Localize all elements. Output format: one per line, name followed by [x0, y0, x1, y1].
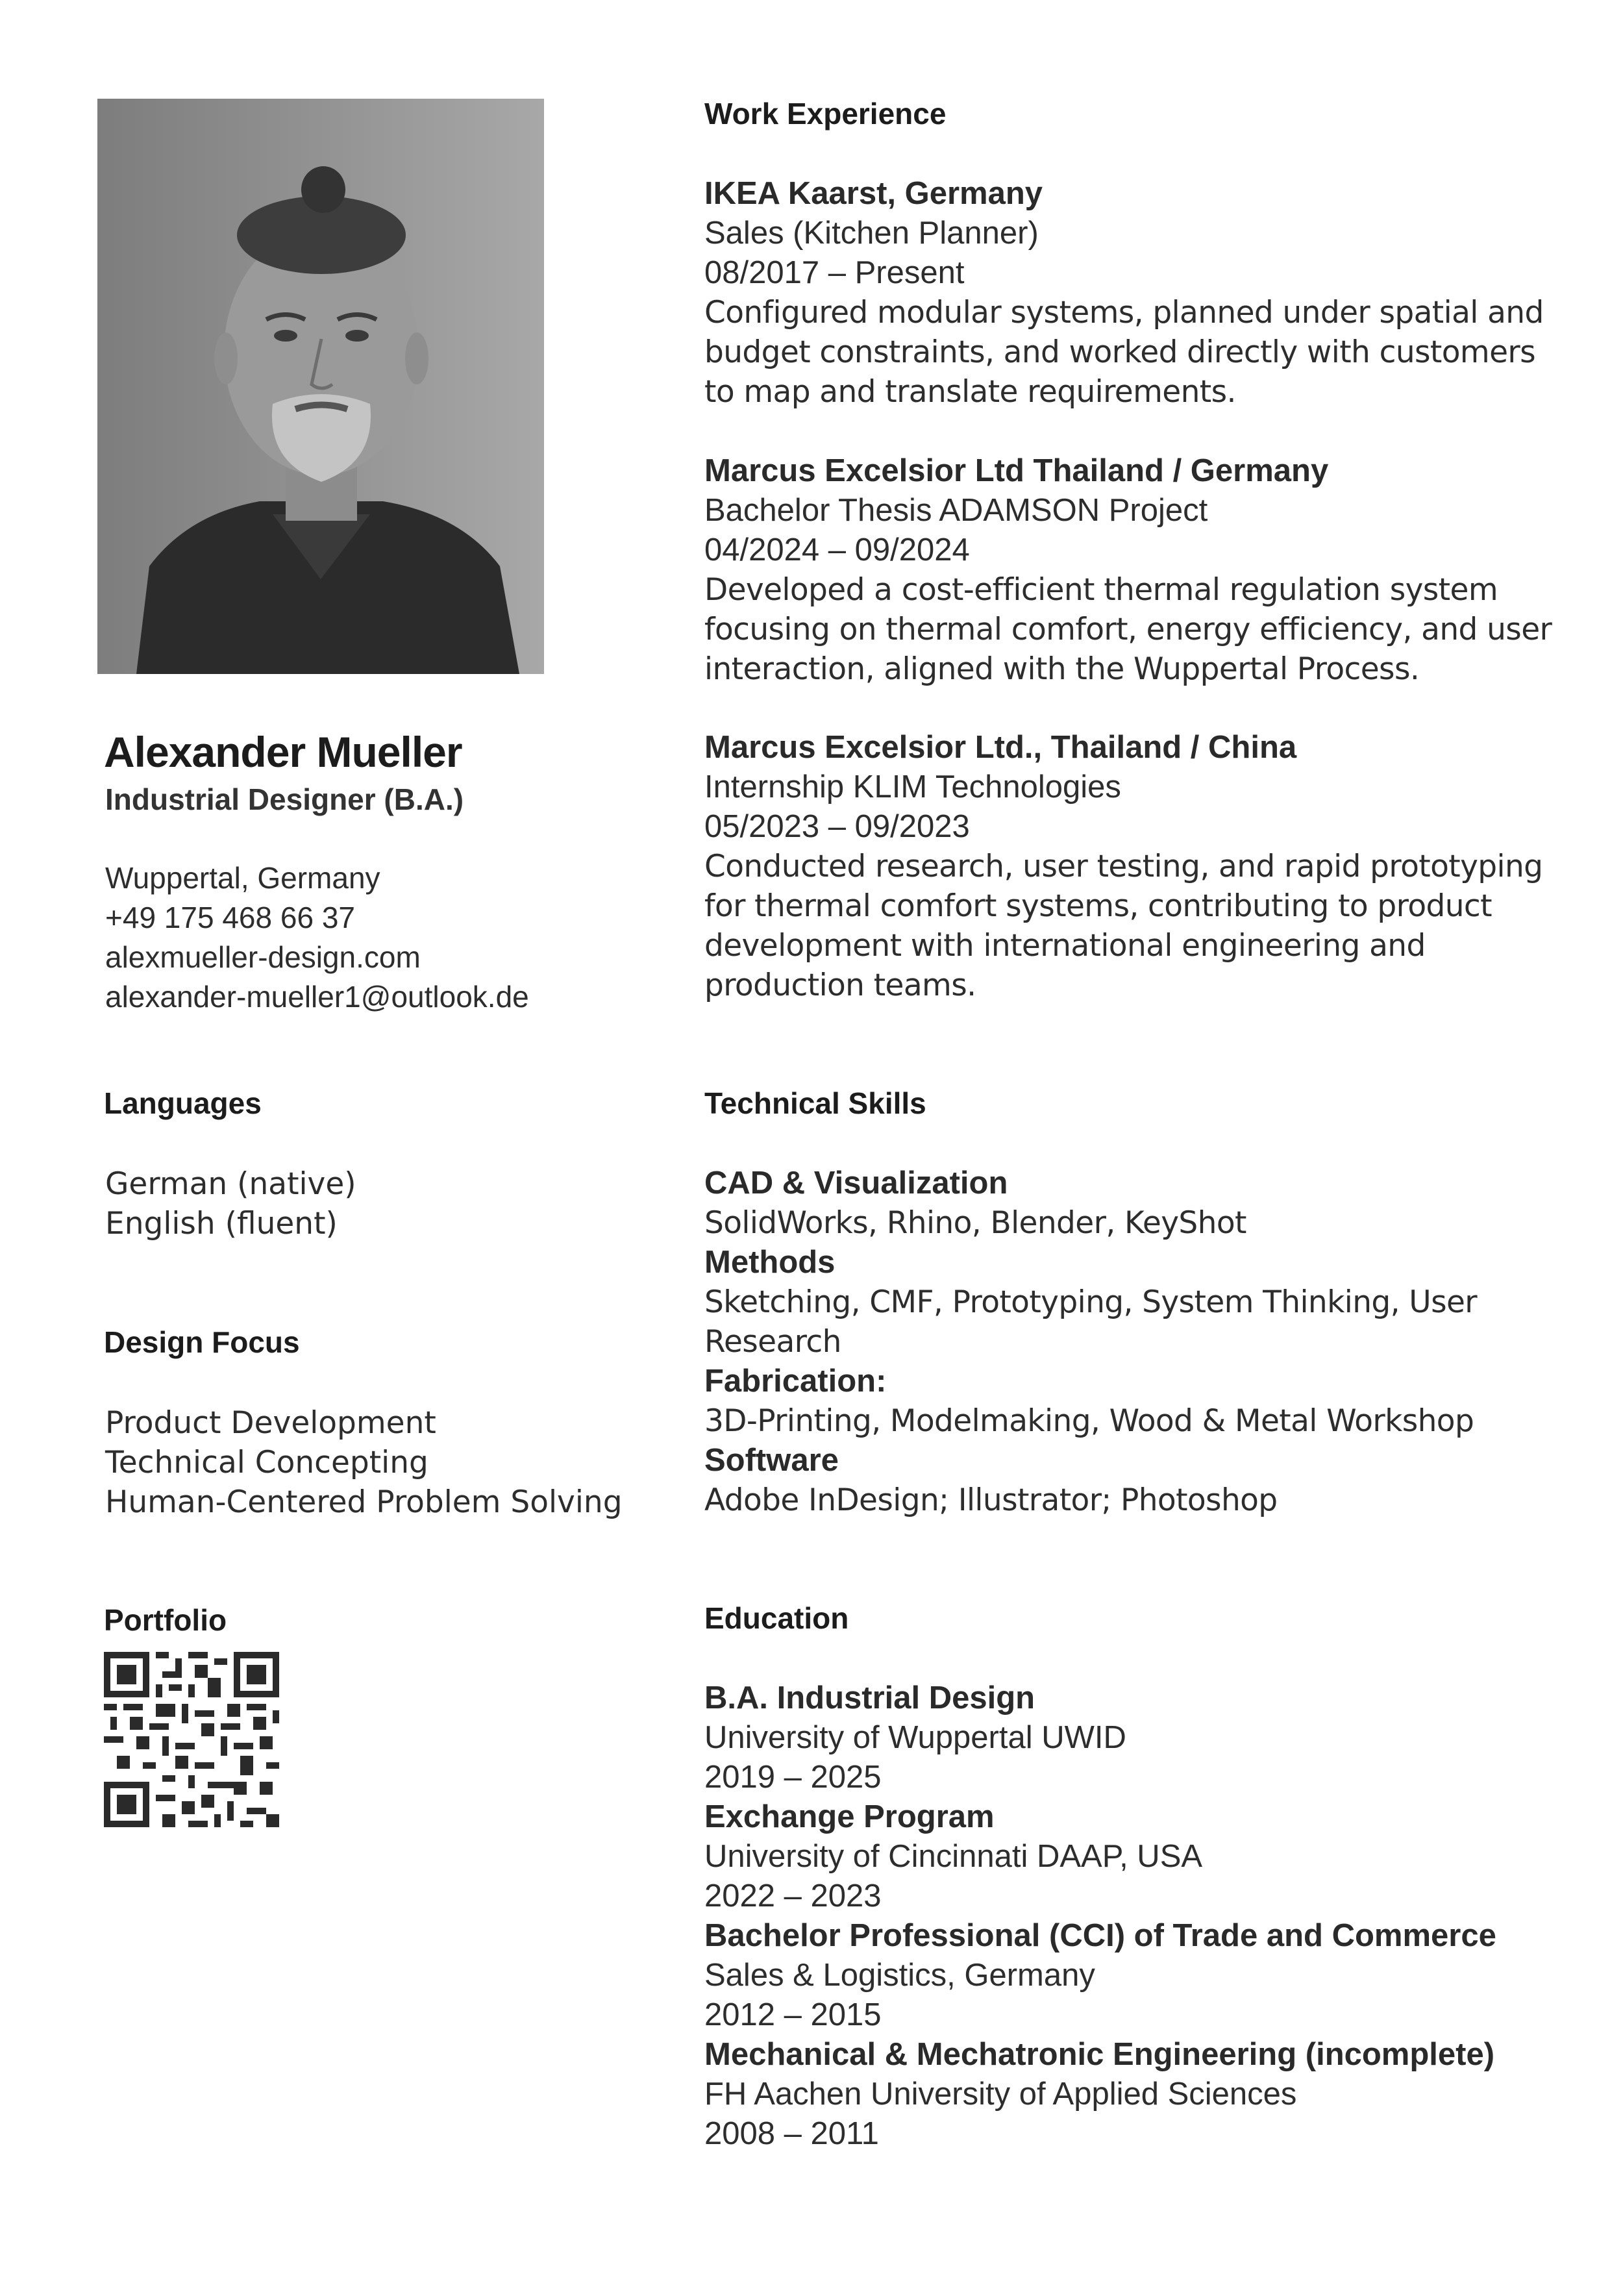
edu-dates: 2008 – 2011	[704, 2116, 879, 2151]
contact-email[interactable]: alexander-mueller1@outlook.de	[105, 980, 529, 1014]
portfolio-qr-code[interactable]	[104, 1652, 279, 1827]
edu-degree: Bachelor Professional (CCI) of Trade and Commerce	[704, 1918, 1496, 1953]
skill-line: Research	[704, 1324, 841, 1360]
job-entry	[704, 451, 1568, 689]
desc-line: focusing on thermal comfort, energy efficiency, and user	[704, 612, 1552, 647]
desc-line: budget constraints, and worked directly with customers	[704, 334, 1535, 370]
skill-group-label: Methods	[704, 1245, 836, 1280]
desc-line: production teams.	[704, 967, 976, 1003]
skill-group-label: Fabrication:	[704, 1364, 887, 1399]
contact-website[interactable]: alexmueller-design.com	[105, 940, 421, 974]
portfolio-heading: Portfolio	[104, 1603, 227, 1637]
job-description	[704, 847, 1568, 1005]
focus-item: Product Development	[105, 1405, 436, 1441]
language-item: English (fluent)	[105, 1206, 338, 1242]
skills-list	[704, 1164, 1568, 1520]
job-entry	[704, 728, 1568, 1005]
profile-name: Alexander Mueller	[104, 728, 462, 776]
desc-line: interaction, aligned with the Wuppertal Process.	[704, 651, 1420, 687]
job-role: Internship KLIM Technologies	[704, 769, 1121, 805]
work-heading: Work Experience	[704, 97, 947, 131]
skill-group-label: Software	[704, 1443, 839, 1478]
design-focus-heading: Design Focus	[104, 1325, 300, 1359]
edu-dates: 2019 – 2025	[704, 1760, 882, 1795]
job-dates: 04/2024 – 09/2024	[704, 532, 970, 568]
job-company: Marcus Excelsior Ltd Thailand / Germany	[704, 453, 1329, 488]
contact-block	[105, 858, 529, 1017]
design-focus-list	[105, 1403, 623, 1522]
skills-heading: Technical Skills	[704, 1086, 926, 1120]
job-role: Sales (Kitchen Planner)	[704, 216, 1039, 251]
edu-school: FH Aachen University of Applied Sciences	[704, 2077, 1297, 2112]
skill-line: Sketching, CMF, Prototyping, System Thinking, User	[704, 1284, 1478, 1320]
desc-line: Configured modular systems, planned under spatial and	[704, 295, 1544, 331]
desc-line: Developed a cost-efficient thermal regulation system	[704, 572, 1498, 608]
job-company: Marcus Excelsior Ltd., Thailand / China	[704, 730, 1297, 765]
desc-line: development with international engineering and	[704, 928, 1426, 964]
job-dates: 05/2023 – 09/2023	[704, 809, 970, 844]
profile-photo	[97, 99, 544, 674]
language-item: German (native)	[105, 1166, 356, 1202]
education-heading: Education	[704, 1601, 849, 1635]
job-entry	[704, 174, 1568, 412]
languages-heading: Languages	[104, 1086, 262, 1120]
edu-degree: Exchange Program	[704, 1799, 995, 1834]
education-list	[704, 1678, 1568, 2154]
job-role: Bachelor Thesis ADAMSON Project	[704, 493, 1208, 528]
focus-item: Human-Centered Problem Solving	[105, 1484, 623, 1520]
contact-location: Wuppertal, Germany	[105, 861, 380, 895]
profile-title: Industrial Designer (B.A.)	[105, 782, 464, 816]
skill-line: Adobe InDesign; Illustrator; Photoshop	[704, 1482, 1278, 1518]
edu-school: University of Cincinnati DAAP, USA	[704, 1839, 1203, 1874]
skill-group-label: CAD & Visualization	[704, 1166, 1008, 1201]
focus-item: Technical Concepting	[105, 1445, 428, 1480]
edu-degree: Mechanical & Mechatronic Engineering (incomplete)	[704, 2037, 1495, 2072]
edu-degree: B.A. Industrial Design	[704, 1680, 1035, 1716]
job-description	[704, 570, 1568, 689]
job-dates: 08/2017 – Present	[704, 255, 965, 290]
job-description	[704, 293, 1568, 412]
edu-school: University of Wuppertal UWID	[704, 1720, 1126, 1755]
edu-dates: 2012 – 2015	[704, 1997, 882, 2032]
skill-line: SolidWorks, Rhino, Blender, KeyShot	[704, 1205, 1246, 1241]
job-company: IKEA Kaarst, Germany	[704, 176, 1043, 211]
desc-line: to map and translate requirements.	[704, 374, 1236, 410]
desc-line: for thermal comfort systems, contributing to product	[704, 888, 1492, 924]
edu-school: Sales & Logistics, Germany	[704, 1958, 1095, 1993]
edu-dates: 2022 – 2023	[704, 1878, 882, 1914]
contact-phone[interactable]: +49 175 468 66 37	[105, 901, 355, 934]
desc-line: Conducted research, user testing, and rapid prototyping	[704, 849, 1543, 884]
languages-list	[105, 1164, 356, 1243]
skill-line: 3D-Printing, Modelmaking, Wood & Metal Workshop	[704, 1403, 1474, 1439]
